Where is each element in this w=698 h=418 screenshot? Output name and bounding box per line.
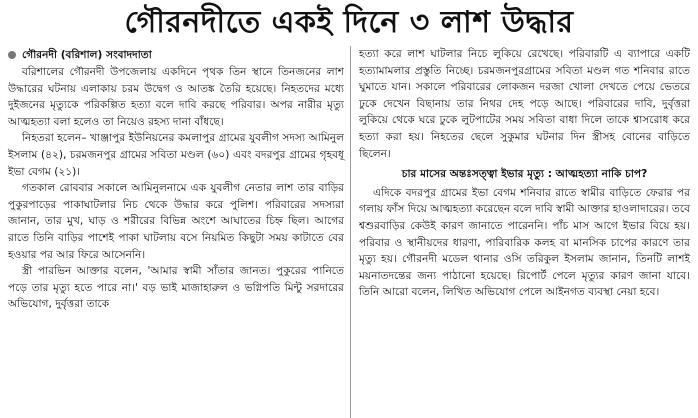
right-column (351, 46, 698, 418)
paragraph: বরিশালের গৌরনদী উপজেলায় একদিনে পৃথক তিন স্থানে তিনজনের লাশ উদ্ধারের ঘটনায় এলাকায় চরম উদ্বেগ ও আতঙ্ক তৈরি হয়েছে। নিহতদের মধ্যে দুইজনের মৃত্যুকে পরিকল্পিত হত্যা বলে দাবি করছে পরিবার। অপর নারীর মৃত্যু আত্মহত্যা বলা হলেও তা নিয়েও রহস্য দানা বাঁধছে। (8, 66, 344, 128)
paragraph: হত্যা করে লাশ ঘাটলার নিচে লুকিয়ে রেখেছে। পরিবারটি এ ব্যাপারে একটি হত্যামামলার প্রস্তুতি নিচ্ছে। চরমজনপুরগ্রামের সবিতা মণ্ডল গত শনিবার রাতে ঘুমাতে যান। সকালে পরিবারের লোকজন দরজা খোলা দেখতে পেয়ে ভেতরে ঢুকে দেখেন বিছানায় তার নিথর দেহ পড়ে আছে। পরিবারের দাবি, দুর্বৃত্তরা লুকিয়ে থেকে ঘরে ঢুকে লুটপাটের সময় সবিতা বাধা দিলে তাকে শ্বাসরোধ করে হত্যা করা হয়। নিহতের ছেলে সুকুমার ঘটনার দিন স্ত্রীসহ বোনের বাড়িতে ছিলেন। (359, 48, 690, 160)
paragraph: নিহতরা হলেন– খাঞ্জাপুর ইউনিয়নের কমলাপুর গ্রামের যুবলীগ সদস্য আমিনুল ইসলাম (৪২), চরমজনপুর গ্রামের সবিতা মণ্ডল (৬০) এবং বদরপুর গ্রামের গৃহবধূ ইভা বেগম (২১)। (8, 132, 344, 178)
left-column (0, 46, 351, 418)
byline (8, 46, 344, 64)
byline-text: গৌরনদী (বরিশাল) সংবাদদাতা (22, 48, 152, 61)
paragraph: গতকাল রোববার সকালে আমিনুলনামে এক যুবলীগ নেতার লাশ তার বাড়ির পুকুরপাড়ের পাকাঘাটলার নিচ থেকে উদ্ধার করে পুলিশ। পরিবারের সদস্যরা জানান, তার মুখ, ঘাড় ও শরীরের বিভিন্ন অংশে আঘাতের চিহ্ন ছিল। আগের রাতে তিনি বাড়ির পাশেই পাকা ঘাটলায় বসে নিয়মিত কিছুটা সময় কাটাতে বের হওয়ার পর আর ফিরে আসেননি। (8, 182, 344, 261)
paragraph: স্ত্রী পারভিন আক্তার বলেন, 'আমার স্বামী সাঁতার জানত। পুকুরের পানিতে পড়ে তার মৃত্যু হতে পারে না।' বড় ভাই মাজাহারুল ও ভগ্নিপতি মিন্টু সরদারের অভিযোগ, দুর্বৃত্তরা তাকে (8, 265, 344, 311)
subheading: চার মাসের অন্তঃসত্ত্বা ইভার মৃত্যু : আত্মহত্যা নাকি চাপ? (401, 168, 648, 181)
article-columns (0, 46, 698, 418)
bullet-icon (8, 51, 16, 59)
headline: গৌরনদীতে একই দিনে ৩ লাশ উদ্ধার (124, 4, 574, 40)
paragraph: এদিকে বদরপুর গ্রামের ইভা বেগম শনিবার রাতে স্বামীর বাড়িতে ফেরার পর গলায় ফাঁস দিয়ে আত্মহত্যা করেছেন বলে দাবি স্বামী আক্তার হাওলাদারের। তবে শ্বশুরবাড়ির কেউই কারণ জানাতে পারেননি। পাঁচ মাস আগে ইভার বিয়ে হয়। পরিবার ও স্থানীয়দের ধারণা, পারিবারিক কলহ বা মানসিক চাপের কারণে তার মৃত্যু হয়। গৌরনদী মডেল থানার ওসি তরিকুল ইসলাম জানান, তিনটি লাশই ময়নাতদন্তের জন্য পাঠানো হয়েছে। রিপোর্ট পেলে মৃত্যুর কারণ জানা যাবে। তিনি আরো বলেন, লিখিত অভিযোগ পেলে আইনগত ব্যবস্থা নেয়া হবে। (359, 186, 690, 299)
